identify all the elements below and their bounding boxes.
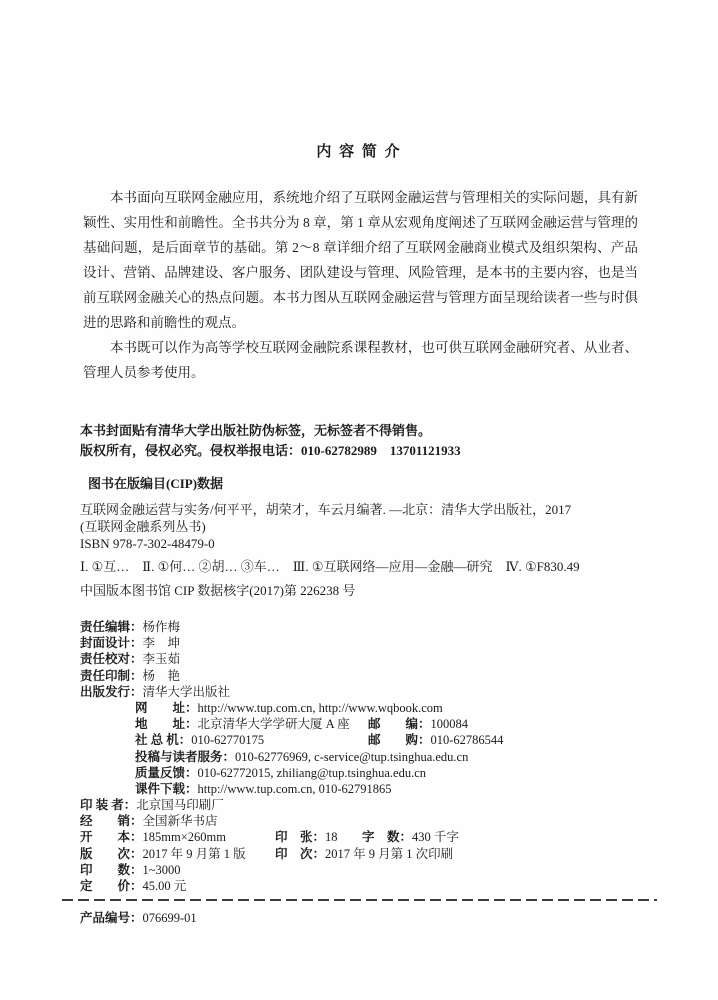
colophon-label: 经 销： — [80, 814, 143, 829]
postcode-value: 100084 — [430, 717, 469, 732]
colophon-label: 印 数： — [80, 862, 143, 877]
colophon-label: 邮 购： — [368, 733, 431, 748]
distributor-name: 全国新华书店 — [142, 814, 218, 829]
row-courseware-download — [80, 781, 638, 797]
row-cover-design — [80, 635, 638, 651]
word-count-column — [362, 829, 459, 845]
row-reader-service — [80, 749, 638, 765]
colophon-label: 地 址： — [135, 717, 198, 732]
colophon-label: 课件下载： — [135, 781, 198, 796]
colophon-value: 杨 艳 — [142, 668, 181, 683]
impression-value: 2017 年 9 月第 1 次印刷 — [325, 846, 454, 861]
dashed-divider — [62, 899, 657, 901]
colophon-value: 清华大学出版社 — [142, 684, 231, 699]
switchboard-phone: 010-62770175 — [191, 733, 265, 748]
printer-name: 北京国马印刷厂 — [136, 798, 224, 813]
colophon-label: 印 张： — [275, 830, 326, 845]
sheets-value: 18 — [325, 830, 338, 845]
intro-paragraph-2: 本书既可以作为高等学校互联网金融院系课程教材，也可供互联网金融研究者、从业者、管理人员参考使用。 — [83, 340, 638, 380]
colophon — [80, 619, 638, 894]
colophon-label: 投稿与读者服务： — [135, 749, 236, 764]
colophon-label: 出版发行： — [80, 684, 143, 699]
colophon-label: 印 次： — [275, 846, 326, 861]
cip-isbn: ISBN 978-7-302-48479-0 — [80, 536, 215, 551]
cip-data-block — [80, 475, 638, 599]
row-distributor — [80, 813, 638, 829]
row-print-run — [80, 862, 638, 878]
colophon-label: 邮 编： — [368, 717, 431, 732]
colophon-label: 版 次： — [80, 846, 143, 861]
colophon-label: 责任校对： — [80, 652, 143, 667]
colophon-value: 李 坤 — [142, 636, 181, 651]
sheets-column — [275, 829, 338, 845]
row-publisher — [80, 684, 638, 700]
anti-piracy-notice — [80, 421, 638, 461]
row-printer — [80, 797, 638, 813]
print-run-value: 1~3000 — [142, 862, 181, 877]
row-print-supervisor — [80, 668, 638, 684]
colophon-value: 杨作梅 — [142, 620, 181, 634]
quality-feedback-contact: 010-62772015, zhiliang@tup.tsinghua.edu.cn — [197, 765, 427, 780]
product-code-value: 076699-01 — [142, 910, 197, 925]
cip-registry-number: 中国版本图书馆 CIP 数据核字(2017)第 226238 号 — [80, 583, 356, 598]
colophon-label: 责任印制： — [80, 668, 143, 683]
cip-book-description: 互联网金融运营与实务/何平平，胡荣才，车云月编著. —北京：清华大学出版社，2017 — [80, 502, 572, 517]
row-editor — [80, 619, 638, 635]
colophon-label: 责任编辑： — [80, 620, 143, 634]
colophon-label: 网 址： — [135, 700, 198, 715]
product-code-label: 产品编号： — [80, 910, 143, 925]
colophon-value: 李玉茹 — [142, 652, 181, 667]
row-switchboard — [80, 732, 638, 748]
colophon-label: 印 装 者： — [80, 798, 137, 813]
product-code-line — [80, 910, 638, 927]
colophon-label: 质量反馈： — [135, 765, 198, 780]
piracy-hotline-line: 版权所有，侵权必究。侵权举报电话：010-62782989 13701121933 — [80, 443, 461, 458]
impression-column — [275, 846, 453, 862]
cip-heading: 图书在版编目(CIP)数据 — [88, 476, 224, 491]
cip-classification: Ⅰ. ①互… Ⅱ. ①何… ②胡… ③车… Ⅲ. ①互联网络—应用—金融—研究 Ⅳ. ①F830.49 — [80, 559, 580, 574]
colophon-label: 社 总 机： — [135, 733, 192, 748]
row-format — [80, 829, 638, 845]
postcode-column — [368, 716, 468, 732]
row-proofreader — [80, 651, 638, 667]
page-title: 内 容 简 介 — [316, 144, 402, 160]
publisher-urls: http://www.tup.com.cn, http://www.wqbook.com — [197, 700, 443, 715]
colophon-label: 字 数： — [362, 830, 413, 845]
colophon-label: 封面设计： — [80, 636, 143, 651]
price-value: 45.00 元 — [142, 879, 187, 893]
mail-order-column — [368, 732, 503, 748]
row-address — [80, 716, 638, 732]
colophon-label: 定 价： — [80, 879, 143, 893]
row-price — [80, 878, 638, 894]
cip-series: (互联网金融系列丛书) — [80, 519, 206, 534]
intro-paragraph-1: 本书面向互联网金融应用，系统地介绍了互联网金融运营与管理相关的实际问题，具有新颖性、实用性和前瞻性。全书共分为 8 章，第 1 章从宏观角度阐述了互联网金融运营与管理的基础问题，是后面章节的基础。第 2～8 章详细介绍了互联网金融商业模式及组织架构、产品设计、营销、品牌建设、客户服务、团队建设与管理、风险管理，是本书的主要内容，也是当前互联网金融关心的热点问题。本书力图从互联网金融运营与管理方面呈现给读者一些与时俱进的思路和前瞻性的观点。 — [83, 190, 638, 330]
format-value: 185mm×260mm — [142, 830, 226, 845]
row-quality-feedback — [80, 765, 638, 781]
publisher-address: 北京清华大学学研大厦 A 座 — [197, 717, 350, 732]
row-edition — [80, 846, 638, 862]
colophon-label: 开 本： — [80, 830, 143, 845]
word-count-value: 430 千字 — [412, 830, 459, 845]
courseware-download-contact: http://www.tup.com.cn, 010-62791865 — [197, 781, 392, 796]
mail-order-phone: 010-62786544 — [430, 733, 504, 748]
anti-piracy-line-1: 本书封面贴有清华大学出版社防伪标签，无标签者不得销售。 — [80, 423, 432, 438]
reader-service-contact: 010-62776969, c-service@tup.tsinghua.edu.cn — [235, 749, 469, 764]
row-website — [80, 700, 638, 716]
edition-value: 2017 年 9 月第 1 版 — [142, 846, 246, 861]
